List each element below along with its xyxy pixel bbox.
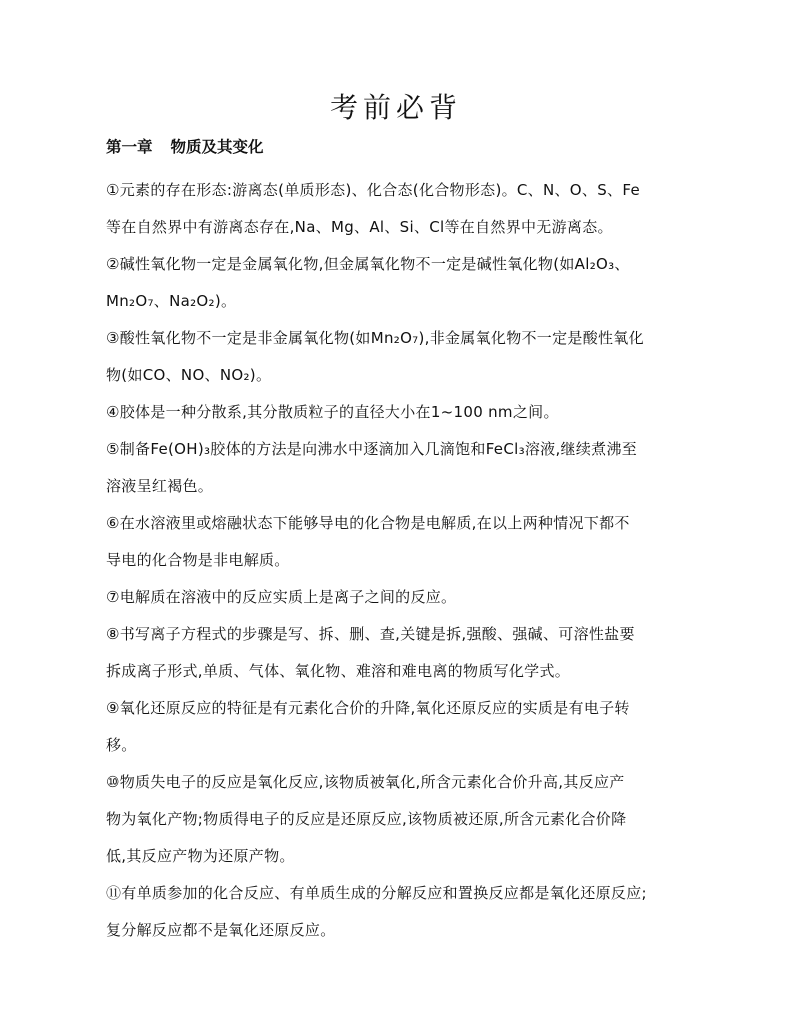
list-item-line: 物(如CO、NO、NO₂)。 [106,366,272,384]
list-item-line: 溶液呈红褐色。 [106,477,214,495]
document-page [106,88,686,949]
list-item-line: ⑧书写离子方程式的步骤是写、拆、删、查,关键是拆,强酸、强碱、可溶性盐要 [106,625,635,643]
list-item-line: 导电的化合物是非电解质。 [106,551,290,569]
list-item-line: 低,其反应产物为还原产物。 [106,847,295,865]
item-list [106,172,686,949]
list-item-line: ③酸性氧化物不一定是非金属氧化物(如Mn₂O₇),非金属氧化物不一定是酸性氧化 [106,329,644,347]
list-item-line: 等在自然界中有游离态存在,Na、Mg、Al、Si、Cl等在自然界中无游离态。 [106,218,613,236]
chapter-label: 第一章 [106,137,153,156]
list-item-line: ⑩物质失电子的反应是氧化反应,该物质被氧化,所含元素化合价升高,其反应产 [106,773,625,791]
list-item-line: ④胶体是一种分散系,其分散质粒子的直径大小在1~100 nm之间。 [106,403,559,421]
list-item-line: ②碱性氧化物一定是金属氧化物,但金属氧化物不一定是碱性氧化物(如Al₂O₃、 [106,255,630,273]
list-item-line: 物为氧化产物;物质得电子的反应是还原反应,该物质被还原,所含元素化合价降 [106,810,627,828]
list-item-line: ①元素的存在形态:游离态(单质形态)、化合态(化合物形态)。C、N、O、S、Fe [106,181,640,199]
list-item-line: ⑦电解质在溶液中的反应实质上是离子之间的反应。 [106,588,457,606]
list-item-line: ⑨氧化还原反应的特征是有元素化合价的升降,氧化还原反应的实质是有电子转 [106,699,630,717]
list-item-line: 移。 [106,736,137,754]
page-title: 考前必背 [329,91,462,124]
list-item-line: ⑥在水溶液里或熔融状态下能够导电的化合物是电解质,在以上两种情况下都不 [106,514,630,532]
chapter-name: 物质及其变化 [170,137,264,156]
list-item-line: ⑪有单质参加的化合反应、有单质生成的分解反应和置换反应都是氧化还原反应; [106,884,647,902]
list-item-line: 拆成离子形式,单质、气体、氧化物、难溶和难电离的物质写化学式。 [106,662,571,680]
chapter-heading [106,136,686,158]
list-item-line: ⑤制备Fe(OH)₃胶体的方法是向沸水中逐滴加入几滴饱和FeCl₃溶液,继续煮沸至 [106,440,638,458]
list-item-line: Mn₂O₇、Na₂O₂)。 [106,292,237,310]
list-item-line: 复分解反应都不是氧化还原反应。 [106,921,336,939]
